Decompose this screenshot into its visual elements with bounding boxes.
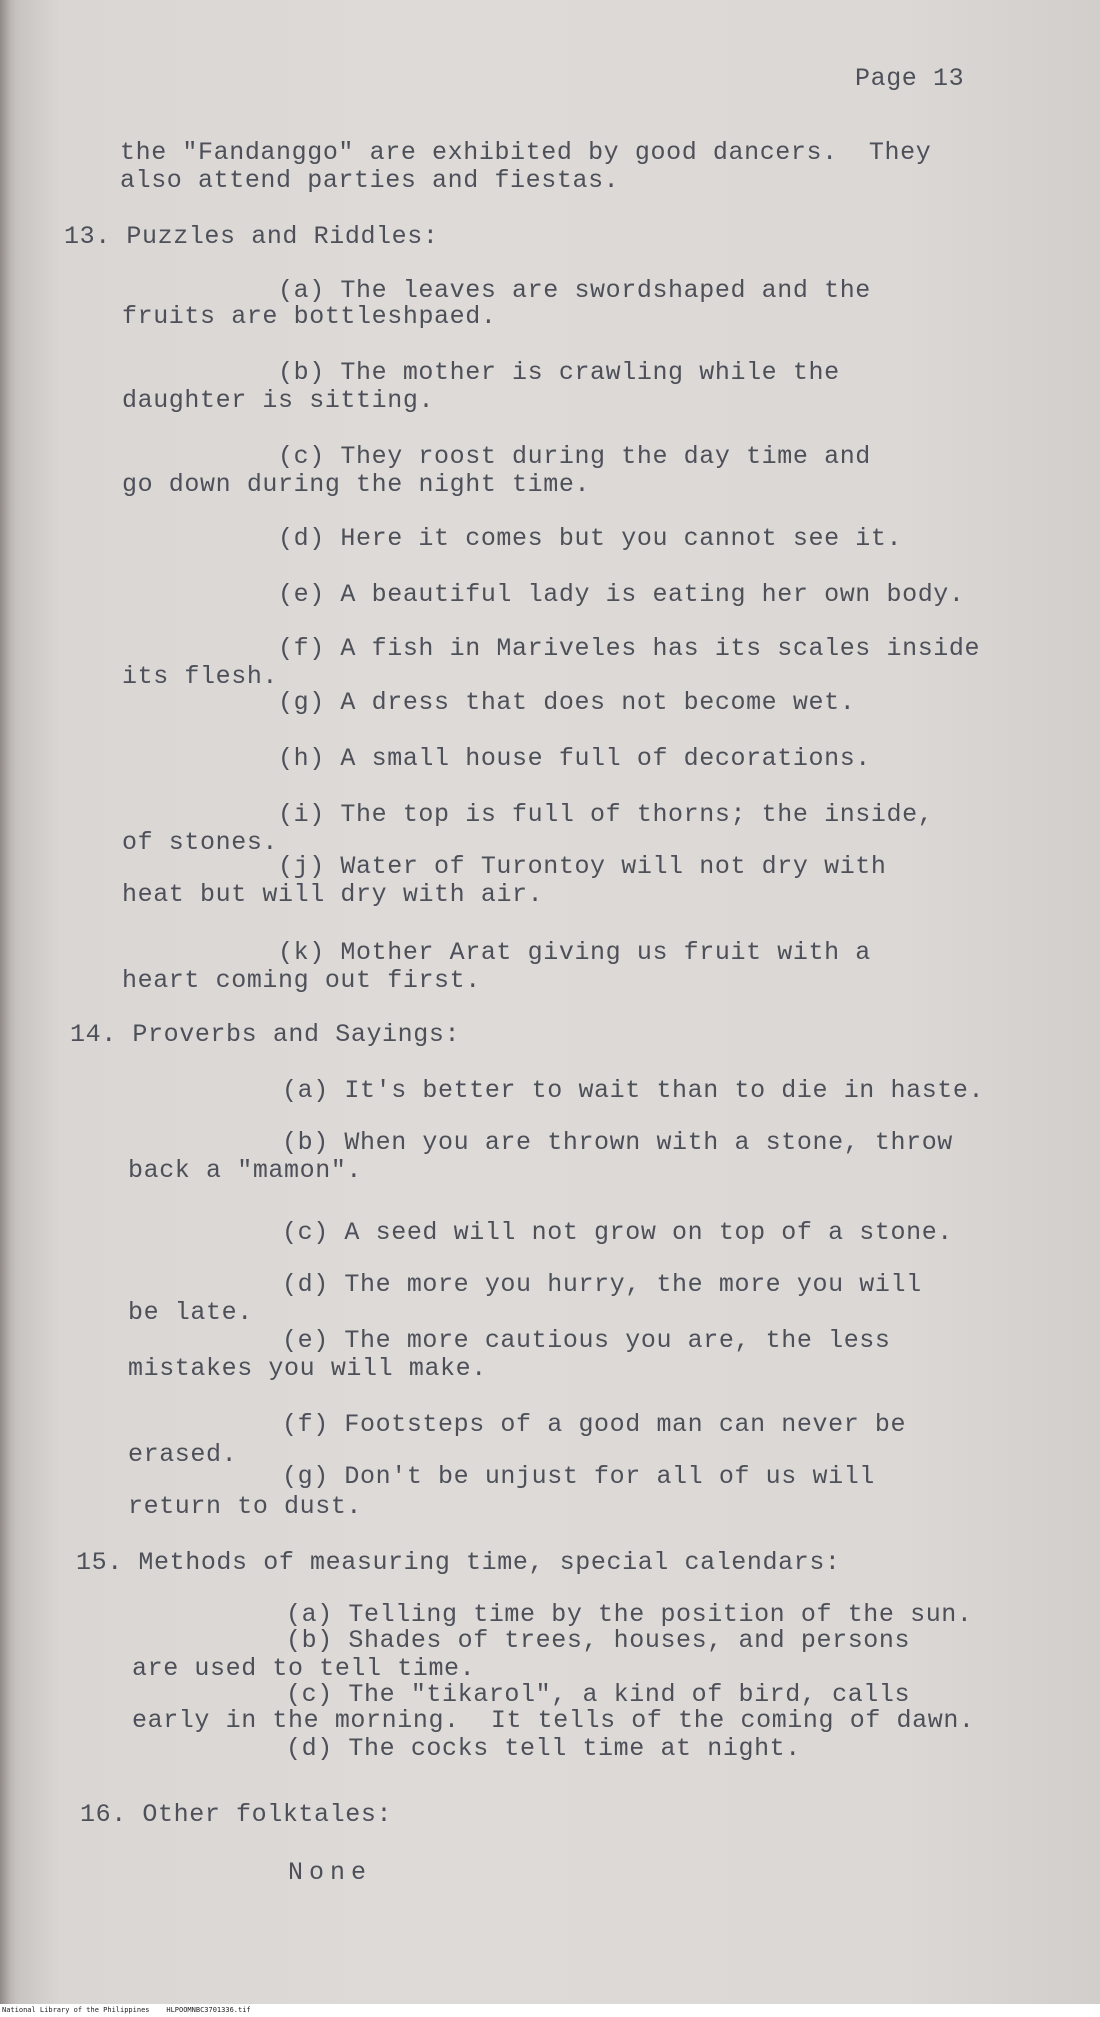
text-line: (b) The mother is crawling while the: [278, 358, 840, 387]
text-line: (f) Footsteps of a good man can never be: [282, 1410, 907, 1439]
text-line: mistakes you will make.: [128, 1354, 487, 1383]
text-line: (a) It's better to wait than to die in haste.: [282, 1076, 985, 1105]
text-line: (b) When you are thrown with a stone, throw: [282, 1128, 953, 1157]
section-heading: 16. Other folktales:: [80, 1800, 393, 1829]
text-line: fruits are bottleshpaed.: [122, 302, 497, 331]
text-line: (j) Water of Turontoy will not dry with: [278, 852, 887, 881]
text-line: early in the morning. It tells of the coming of dawn.: [132, 1706, 975, 1735]
text-line: go down during the night time.: [122, 470, 591, 499]
text-line: (d) The more you hurry, the more you will: [282, 1270, 922, 1299]
text-line: (b) Shades of trees, houses, and persons: [286, 1626, 911, 1655]
text-line: erased.: [128, 1440, 238, 1469]
text-line: (e) A beautiful lady is eating her own body.: [278, 580, 965, 609]
text-line: (i) The top is full of thorns; the inside,: [278, 800, 934, 829]
text-line: daughter is sitting.: [122, 386, 435, 415]
text-line: (g) A dress that does not become wet.: [278, 688, 856, 717]
text-line: of stones.: [122, 828, 279, 857]
text-line: (g) Don't be unjust for all of us will: [282, 1462, 875, 1491]
section-heading: 14. Proverbs and Sayings:: [70, 1020, 461, 1049]
text-line: (a) Telling time by the position of the sun.: [286, 1600, 973, 1629]
text-line: also attend parties and fiestas.: [120, 166, 620, 195]
text-line: (f) A fish in Mariveles has its scales inside: [278, 634, 981, 663]
text-line: (k) Mother Arat giving us fruit with a: [278, 938, 871, 967]
text-line: (h) A small house full of decorations.: [278, 744, 871, 773]
text-line: be late.: [128, 1298, 253, 1327]
section-heading: 13. Puzzles and Riddles:: [64, 222, 439, 251]
text-line: (a) The leaves are swordshaped and the: [278, 276, 871, 305]
text-line: return to dust.: [128, 1492, 363, 1521]
text-line: None: [288, 1858, 373, 1887]
text-line: heart coming out first.: [122, 966, 481, 995]
text-line: its flesh.: [122, 662, 279, 691]
section-heading: 15. Methods of measuring time, special calendars:: [76, 1548, 841, 1577]
page-binding-edge: [0, 0, 10, 2004]
text-line: back a "mamon".: [128, 1156, 363, 1185]
scan-footer: National Library of the Philippines HLPOOMNBC3701336.tif: [0, 2004, 1100, 2017]
text-line: (c) A seed will not grow on top of a stone.: [282, 1218, 953, 1247]
text-line: (c) The "tikarol", a kind of bird, calls: [286, 1680, 911, 1709]
text-line: heat but will dry with air.: [122, 880, 544, 909]
page-number: Page 13: [855, 64, 965, 93]
text-line: are used to tell time.: [132, 1654, 476, 1683]
text-line: (d) The cocks tell time at night.: [286, 1734, 801, 1763]
text-line: (c) They roost during the day time and: [278, 442, 871, 471]
text-line: the "Fandanggo" are exhibited by good dancers. They: [120, 138, 932, 167]
text-line: (e) The more cautious you are, the less: [282, 1326, 891, 1355]
text-line: (d) Here it comes but you cannot see it.: [278, 524, 903, 553]
